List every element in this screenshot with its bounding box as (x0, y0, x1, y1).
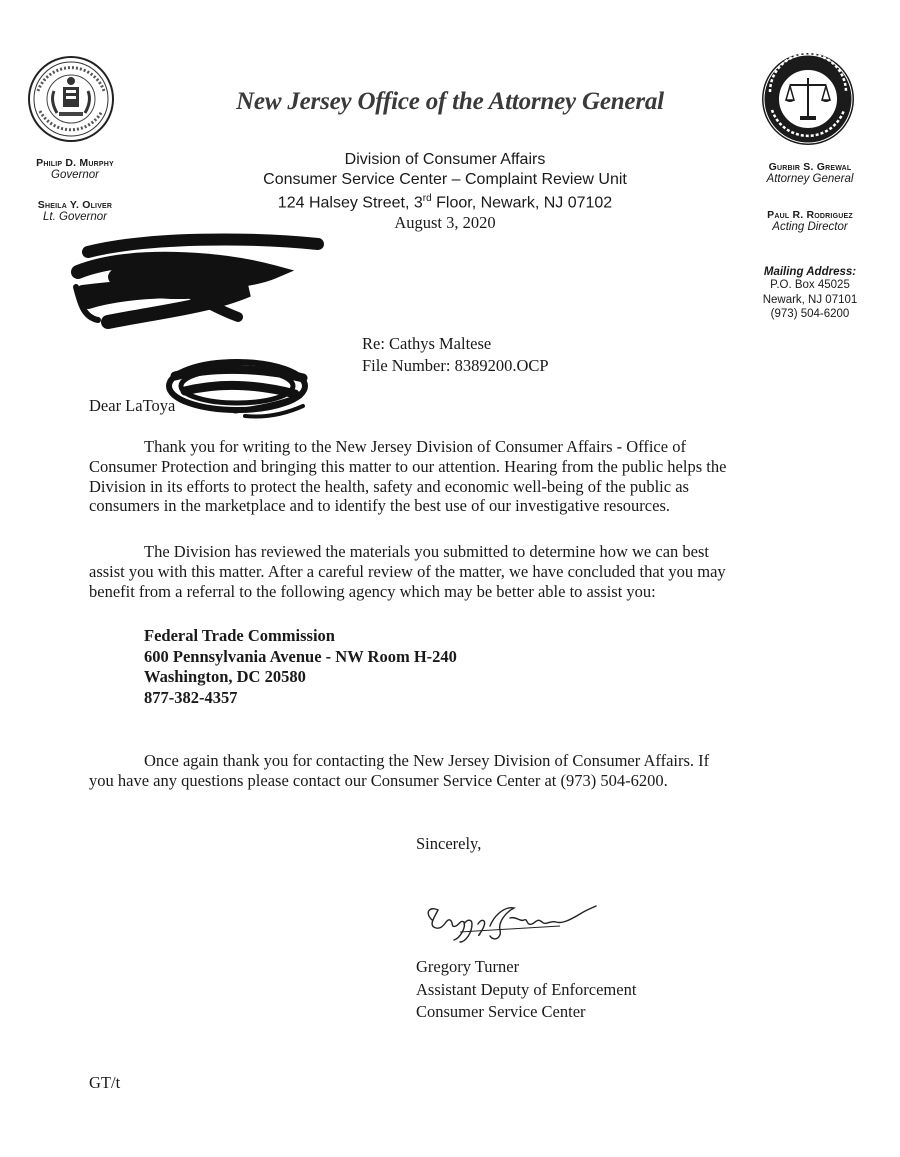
text-line: Thank you for writing to the New Jersey Division of Consumer Affairs - Office of (144, 437, 686, 456)
division-address: 124 Halsey Street, 3rd Floor, Newark, NJ 07102 (277, 193, 613, 212)
mailing-heading: Mailing Address: (763, 266, 857, 278)
re-line: Re: Cathys Maltese (362, 334, 492, 353)
division-name: Division of Consumer Affairs (344, 151, 546, 168)
acting-director-block (745, 209, 875, 233)
reference-block (362, 333, 549, 376)
scribble-redaction-icon (165, 356, 310, 424)
letter-date: August 3, 2020 (394, 212, 496, 232)
handwritten-signature-icon (420, 898, 600, 948)
official-name: Sheila Y. Oliver (37, 199, 113, 211)
text-line: Division in its efforts to protect the health, safety and economic well-being of the public as (89, 476, 689, 496)
text-line: Once again thank you for contacting the New Jersey Division of Consumer Affairs. If (144, 751, 710, 770)
typist-initials: GT/t (89, 1073, 121, 1092)
official-name: Gurbir S. Grewal (768, 161, 852, 173)
text-line: benefit from a referral to the following agency which may be better able to assist you: (89, 581, 656, 601)
text-line: Consumer Protection and bringing this matter to our attention. Hearing from the public helps the (89, 456, 727, 476)
agency-address (144, 626, 457, 708)
text-line: you have any questions please contact our Consumer Service Center at (973) 504-6200. (89, 770, 668, 790)
file-number: File Number: 8389200.OCP (362, 355, 549, 375)
governor-block (10, 157, 140, 181)
paragraph-intro (89, 437, 809, 516)
signer-unit: Consumer Service Center (416, 1002, 586, 1021)
official-role: Attorney General (766, 173, 854, 185)
unit-name: Consumer Service Center – Complaint Review Unit (263, 170, 627, 188)
paragraph-closing (89, 751, 809, 791)
office-title: New Jersey Office of the Attorney General (236, 88, 664, 115)
scribble-redaction-icon (68, 232, 328, 332)
official-role: Governor (51, 169, 99, 181)
text-line: assist you with this matter. After a careful review of the matter, we have concluded that you may (89, 561, 726, 581)
division-header (230, 150, 660, 232)
official-name: Philip D. Murphy (36, 157, 114, 169)
signer-name: Gregory Turner (416, 957, 520, 976)
signer-title: Assistant Deputy of Enforcement (416, 979, 637, 999)
text-line: consumers in the marketplace and to identify the best use of our investigative resources. (89, 496, 670, 516)
salutation: Dear LaToya (89, 396, 176, 415)
valediction: Sincerely, (416, 834, 482, 853)
mailing-line: Newark, NJ 07101 (762, 293, 858, 306)
agency-city: Washington, DC 20580 (144, 667, 306, 687)
lt-governor-block (10, 199, 140, 223)
attorney-general-block (745, 161, 875, 185)
paragraph-referral (89, 542, 809, 601)
text-line: The Division has reviewed the materials you submitted to determine how we can best (144, 542, 709, 561)
official-role: Lt. Governor (43, 211, 107, 223)
mailing-address (745, 266, 875, 322)
signer-block (416, 956, 636, 1024)
agency-name: Federal Trade Commission (144, 626, 335, 645)
agency-street: 600 Pennsylvania Avenue - NW Room H-240 (144, 646, 457, 666)
mailing-line: (973) 504-6200 (770, 308, 850, 320)
official-name: Paul R. Rodriguez (767, 209, 853, 221)
mailing-line: P.O. Box 45025 (770, 279, 850, 291)
official-role: Acting Director (772, 221, 848, 233)
agency-phone: 877-382-4357 (144, 687, 238, 707)
